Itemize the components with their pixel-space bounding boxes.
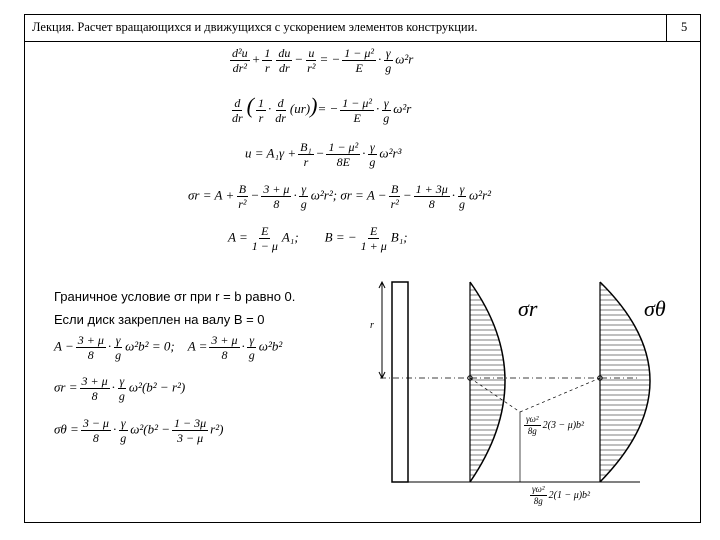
page-number: 5 [681,20,688,34]
equation-2: $\frac{d}{dr}$ ( $\frac{1}{r}$ · $\frac{d}{dr}$ (ur))= − $\frac{\text{1 − μ²}}{E}$ · $\frac{\gamma}{g}$ ω²r [232,93,412,125]
dimension-label: r [370,320,374,331]
sigma-r-label: σr [518,296,538,321]
annotation-sigma-r: $\frac{\text{γω²}}{8g}$ 2(3 − μ)b² [526,414,585,436]
lower-equation-2: σr = $\frac{3 + \mu}{8}$ · $\frac{\gamma}{g}$ ω²(b² − r²) [54,374,186,403]
equation-1: $\frac{\text{d²u}}{\text{dr²}}$ + $\frac{1}{r}$ $\frac{du}{dr}$ − $\frac{u}{\text{r²}}$ = − $\frac{\text{1 − μ²}}{E}$ · $\frac{\gamma}{g}$ ω²r [232,46,414,75]
sigma-r-epure [470,282,520,482]
equation-3: u = A₁γ + $\frac{\text{B₁}}{r}$ − $\frac{\text{1 − μ²}}{8E}$ · $\frac{\gamma}{g}$ ω²r³ [245,140,402,169]
annotation-sigma-theta: $\frac{\text{γω²}}{8g}$ 2(1 − μ)b² [532,484,591,506]
equation-4: σr = A + $\frac{B}{\text{r²}}$ − $\frac{3 + \mu}{8}$ · $\frac{\gamma}{g}$ ω²r²; σr = A − $\frac{B}{\text{r²}}$ − $\frac{1 + 3\mu}{8}$ · $\frac{\gamma}{g}$ ω²r² [188,182,492,211]
leader-line-theta [520,378,600,412]
boundary-condition-text: Граничное условие σr при r = b равно 0. [54,289,296,304]
sigma-theta-label: σθ [644,296,666,321]
page-title: Лекция. Расчет вращающихся и движущихся с ускорением элементов конструкции. [32,20,478,34]
equation-5: A = $\frac{E}{1 - \mu}$ A₁; B = − $\frac{E}{1 + \mu}$ B₁; [228,224,408,253]
lower-equation-1: A − $\frac{3 + \mu}{8}$ · $\frac{\gamma}{g}$ ω²b² = 0; A = $\frac{3 + \mu}{8}$ · $\frac{\gamma}{g}$ ω²b² [54,333,283,362]
disk-section [392,282,408,482]
lower-equation-3: σθ = $\frac{3 - \mu}{8}$ · $\frac{\gamma}{g}$ ω²(b² − $\frac{1 - 3\mu}{3 - \mu}$ r²) [54,416,224,445]
shaft-condition-text: Если диск закреплен на валу B = 0 [54,312,265,327]
